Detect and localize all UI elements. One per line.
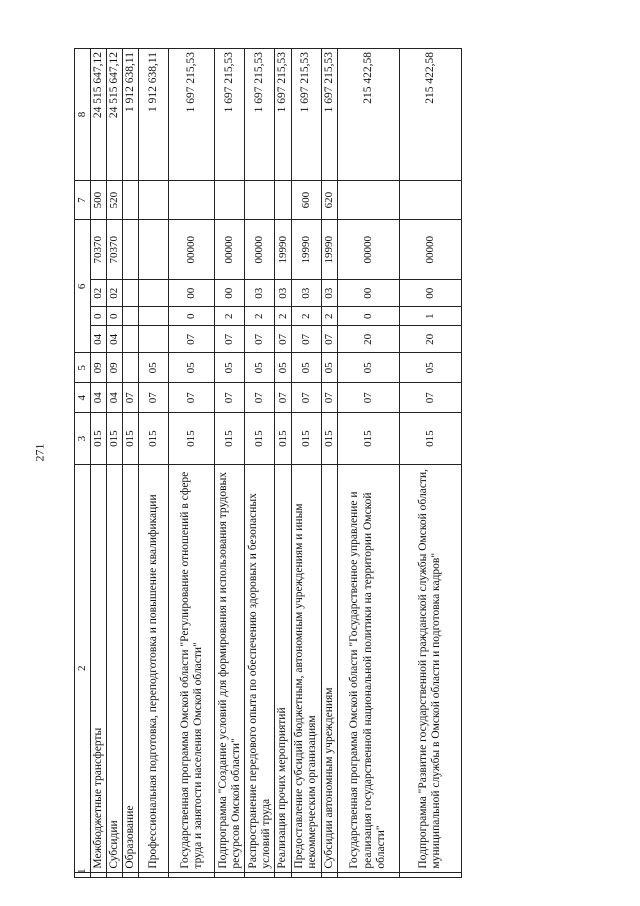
row-name-cell: Субсидии: [106, 464, 122, 872]
row-sum-cell: 1 697 215,53: [215, 49, 245, 181]
row-pr-cell: 05: [291, 353, 321, 383]
row-gutter-cell: [321, 872, 337, 877]
row-name-cell: Образование: [123, 464, 139, 872]
row-rz-cell: 04: [106, 383, 122, 413]
row-t3-cell: 02: [90, 280, 106, 307]
header-cell-1: 1: [75, 872, 91, 877]
row-vr-cell: 620: [321, 180, 337, 219]
row-t2-cell: 2: [245, 307, 275, 326]
row-rz-cell: 07: [123, 383, 139, 413]
row-sum-cell: 1 697 215,53: [275, 49, 291, 181]
row-name-cell: Профессиональная подготовка, переподготовка и повышение квалификации: [139, 464, 169, 872]
table-row: [90, 49, 106, 878]
row-t4-cell: 19990: [291, 220, 321, 280]
row-grbs-cell: 015: [321, 413, 337, 465]
row-t3-cell: 03: [245, 280, 275, 307]
row-gutter-cell: [399, 872, 461, 877]
row-vr-cell: [399, 180, 461, 219]
row-name-cell: Предоставление субсидий бюджетным, автономным учреждениям и иным некоммерческим организациям: [291, 464, 321, 872]
row-grbs-cell: 015: [123, 413, 139, 465]
table-body: [75, 49, 462, 878]
table-row: [399, 49, 461, 878]
row-t4-cell: 19990: [321, 220, 337, 280]
row-gutter-cell: [275, 872, 291, 877]
row-t4-cell: 00000: [399, 220, 461, 280]
row-t4-cell: 00000: [169, 220, 215, 280]
row-rz-cell: 07: [139, 383, 169, 413]
row-rz-cell: 07: [275, 383, 291, 413]
row-t2-cell: 1: [399, 307, 461, 326]
row-t2-cell: [139, 307, 169, 326]
row-t2-cell: 0: [106, 307, 122, 326]
row-vr-cell: [139, 180, 169, 219]
row-rz-cell: 07: [291, 383, 321, 413]
table-row: [275, 49, 291, 878]
row-t4-cell: 00000: [337, 220, 399, 280]
row-sum-cell: 1 697 215,53: [169, 49, 215, 181]
row-grbs-cell: 015: [106, 413, 122, 465]
header-cell-4: 4: [75, 383, 91, 413]
header-cell-7: 7: [75, 180, 91, 219]
row-name-cell: Государственная программа Омской области "Государственное управление и реализация государственной национальной политики на территории Омской области": [337, 464, 399, 872]
header-cell-2: 2: [75, 464, 91, 872]
table-row: [169, 49, 215, 878]
row-sum-cell: 1 697 215,53: [321, 49, 337, 181]
row-vr-cell: [245, 180, 275, 219]
row-sum-cell: 1 697 215,53: [291, 49, 321, 181]
row-t3-cell: 00: [337, 280, 399, 307]
row-grbs-cell: 015: [245, 413, 275, 465]
row-rz-cell: 07: [245, 383, 275, 413]
row-gutter-cell: [215, 872, 245, 877]
row-t2-cell: 0: [90, 307, 106, 326]
row-pr-cell: 09: [90, 353, 106, 383]
table-row: [321, 49, 337, 878]
row-sum-cell: 24 515 647,12: [106, 49, 122, 181]
row-gutter-cell: [245, 872, 275, 877]
header-cell-6: 6: [75, 220, 91, 353]
table-row: [337, 49, 399, 878]
row-t1-cell: 07: [169, 326, 215, 353]
row-vr-cell: [169, 180, 215, 219]
page-number: 271: [32, 443, 47, 462]
row-name-cell: Межбюджетные трансферты: [90, 464, 106, 872]
row-pr-cell: 05: [169, 353, 215, 383]
row-t2-cell: 2: [321, 307, 337, 326]
row-pr-cell: 05: [245, 353, 275, 383]
row-t1-cell: 04: [106, 326, 122, 353]
row-gutter-cell: [106, 872, 122, 877]
row-gutter-cell: [337, 872, 399, 877]
row-sum-cell: 1 697 215,53: [245, 49, 275, 181]
row-vr-cell: 500: [90, 180, 106, 219]
row-name-cell: Субсидии автономным учреждениям: [321, 464, 337, 872]
row-t1-cell: 07: [291, 326, 321, 353]
row-rz-cell: 07: [215, 383, 245, 413]
rotated-table-container: [74, 48, 634, 878]
row-vr-cell: 520: [106, 180, 122, 219]
row-t4-cell: 00000: [215, 220, 245, 280]
row-t4-cell: 70370: [90, 220, 106, 280]
row-name-cell: Реализация прочих мероприятий: [275, 464, 291, 872]
row-rz-cell: 07: [399, 383, 461, 413]
row-t1-cell: 07: [321, 326, 337, 353]
row-sum-cell: 1 912 638,11: [123, 49, 139, 181]
row-grbs-cell: 015: [139, 413, 169, 465]
row-t3-cell: 03: [275, 280, 291, 307]
row-name-cell: Подпрограмма "Развитие государственной гражданской службы Омской области, муниципальной службы в Омской области и подготовка кадров": [399, 464, 461, 872]
budget-table: [74, 48, 462, 878]
row-name-cell: Распространение передового опыта по обеспечению здоровых и безопасных условий труда: [245, 464, 275, 872]
table-row: [123, 49, 139, 878]
row-name-cell: Государственная программа Омской области "Регулирование отношений в сфере труда и занятости населения Омской области": [169, 464, 215, 872]
header-cell-8: 8: [75, 49, 91, 181]
row-t1-cell: [139, 326, 169, 353]
row-t4-cell: [139, 220, 169, 280]
row-sum-cell: 215 422,58: [337, 49, 399, 181]
row-vr-cell: [275, 180, 291, 219]
row-vr-cell: [337, 180, 399, 219]
row-gutter-cell: [90, 872, 106, 877]
row-pr-cell: 09: [106, 353, 122, 383]
row-t4-cell: 70370: [106, 220, 122, 280]
row-t2-cell: 0: [169, 307, 215, 326]
row-sum-cell: 1 912 638,11: [139, 49, 169, 181]
row-pr-cell: 05: [399, 353, 461, 383]
row-pr-cell: 05: [337, 353, 399, 383]
row-t4-cell: 00000: [245, 220, 275, 280]
row-rz-cell: 07: [169, 383, 215, 413]
row-gutter-cell: [123, 872, 139, 877]
row-sum-cell: 215 422,58: [399, 49, 461, 181]
row-rz-cell: 07: [321, 383, 337, 413]
row-t3-cell: 00: [169, 280, 215, 307]
row-t1-cell: 07: [215, 326, 245, 353]
table-row: [215, 49, 245, 878]
row-gutter-cell: [139, 872, 169, 877]
row-t1-cell: 07: [275, 326, 291, 353]
row-grbs-cell: 015: [337, 413, 399, 465]
row-t3-cell: [139, 280, 169, 307]
row-t3-cell: 02: [106, 280, 122, 307]
row-sum-cell: 24 515 647,12: [90, 49, 106, 181]
row-gutter-cell: [169, 872, 215, 877]
row-t2-cell: 2: [291, 307, 321, 326]
row-pr-cell: 05: [321, 353, 337, 383]
row-pr-cell: [123, 353, 139, 383]
header-row: [75, 49, 91, 878]
row-rz-cell: 07: [337, 383, 399, 413]
row-t4-cell: [123, 220, 139, 280]
row-pr-cell: 05: [215, 353, 245, 383]
row-t3-cell: 00: [215, 280, 245, 307]
row-t2-cell: 2: [215, 307, 245, 326]
row-vr-cell: [123, 180, 139, 219]
table-row: [139, 49, 169, 878]
row-t2-cell: 0: [337, 307, 399, 326]
row-vr-cell: 600: [291, 180, 321, 219]
header-cell-5: 5: [75, 353, 91, 383]
table-row: [106, 49, 122, 878]
row-t1-cell: 04: [90, 326, 106, 353]
row-t2-cell: [123, 307, 139, 326]
row-t1-cell: 20: [337, 326, 399, 353]
table-row: [291, 49, 321, 878]
row-t3-cell: 03: [291, 280, 321, 307]
row-grbs-cell: 015: [399, 413, 461, 465]
row-t2-cell: 2: [275, 307, 291, 326]
row-gutter-cell: [291, 872, 321, 877]
row-pr-cell: 05: [139, 353, 169, 383]
table-row: [245, 49, 275, 878]
row-rz-cell: 04: [90, 383, 106, 413]
row-grbs-cell: 015: [215, 413, 245, 465]
row-t3-cell: 03: [321, 280, 337, 307]
row-pr-cell: 05: [275, 353, 291, 383]
row-grbs-cell: 015: [275, 413, 291, 465]
row-t1-cell: 07: [245, 326, 275, 353]
row-t1-cell: 20: [399, 326, 461, 353]
row-t3-cell: 00: [399, 280, 461, 307]
row-grbs-cell: 015: [90, 413, 106, 465]
header-cell-3: 3: [75, 413, 91, 465]
row-name-cell: Подпрограмма "Создание условий для формирования и использования трудовых ресурсов Омской области": [215, 464, 245, 872]
row-vr-cell: [215, 180, 245, 219]
row-t4-cell: 19990: [275, 220, 291, 280]
row-t1-cell: [123, 326, 139, 353]
row-t3-cell: [123, 280, 139, 307]
row-grbs-cell: 015: [169, 413, 215, 465]
row-grbs-cell: 015: [291, 413, 321, 465]
